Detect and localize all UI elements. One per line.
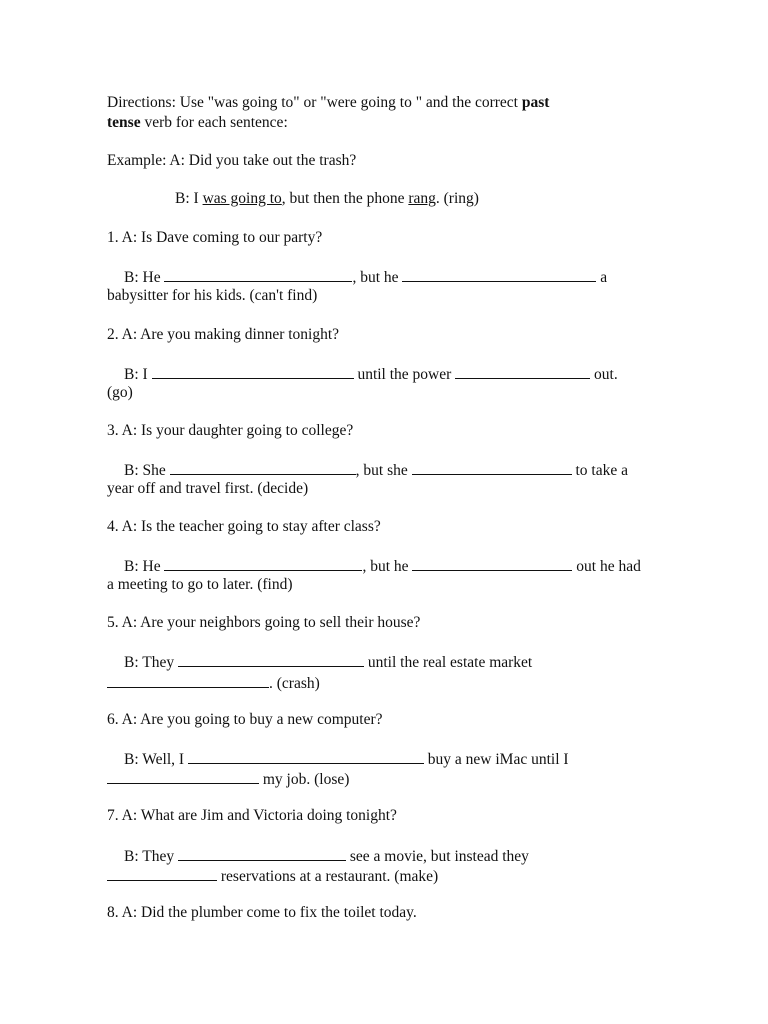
question-6: 6. A: Are you going to buy a new computer? <box>107 711 383 728</box>
answer-2: B: I until the power out. <box>124 363 618 385</box>
answer-3-continuation: year off and travel first. (decide) <box>107 480 309 497</box>
example-answer-underlined-1: was going to <box>202 190 282 207</box>
answer-4-continuation: a meeting to go to later. (find) <box>107 576 293 593</box>
example-question: Example: A: Did you take out the trash? <box>107 152 357 169</box>
answer-7-continuation: reservations at a restaurant. (make) <box>107 865 438 887</box>
answer-blank[interactable] <box>412 459 572 475</box>
answer-1-continuation: babysitter for his kids. (can't find) <box>107 287 318 304</box>
example-answer-underlined-2: rang <box>408 190 436 207</box>
directions-line-1: Directions: Use "was going to" or "were going to " and the correct past <box>107 94 550 111</box>
answer-7: B: They see a movie, but instead they <box>124 845 529 867</box>
answer-blank[interactable] <box>455 363 590 379</box>
answer-blank[interactable] <box>412 555 572 571</box>
answer-6: B: Well, I buy a new iMac until I <box>124 748 569 770</box>
answer-2-continuation: (go) <box>107 384 133 401</box>
answer-blank[interactable] <box>164 266 352 282</box>
answer-blank[interactable] <box>402 266 596 282</box>
answer-5-continuation: . (crash) <box>107 672 320 694</box>
answer-4: B: He , but he out he had <box>124 555 641 577</box>
question-5: 5. A: Are your neighbors going to sell their house? <box>107 614 421 631</box>
question-4: 4. A: Is the teacher going to stay after class? <box>107 518 381 535</box>
answer-6-continuation: my job. (lose) <box>107 768 349 790</box>
answer-blank[interactable] <box>188 748 424 764</box>
answer-3: B: She , but she to take a <box>124 459 628 481</box>
question-8: 8. A: Did the plumber come to fix the toilet today. <box>107 904 417 921</box>
question-1: 1. A: Is Dave coming to our party? <box>107 229 323 246</box>
question-2: 2. A: Are you making dinner tonight? <box>107 326 340 343</box>
answer-blank[interactable] <box>107 672 269 688</box>
example-answer: B: I was going to, but then the phone rang. (ring) <box>175 190 479 207</box>
directions-line-2: tense verb for each sentence: <box>107 114 288 131</box>
answer-blank[interactable] <box>178 651 364 667</box>
answer-blank[interactable] <box>170 459 356 475</box>
answer-blank[interactable] <box>152 363 354 379</box>
answer-blank[interactable] <box>164 555 362 571</box>
answer-blank[interactable] <box>107 768 259 784</box>
answer-blank[interactable] <box>107 865 217 881</box>
question-3: 3. A: Is your daughter going to college? <box>107 422 354 439</box>
answer-1: B: He , but he a <box>124 266 607 288</box>
answer-5: B: They until the real estate market <box>124 651 532 673</box>
question-7: 7. A: What are Jim and Victoria doing tonight? <box>107 807 397 824</box>
answer-blank[interactable] <box>178 845 346 861</box>
